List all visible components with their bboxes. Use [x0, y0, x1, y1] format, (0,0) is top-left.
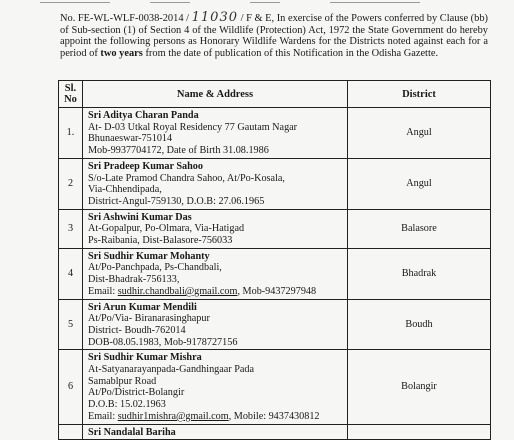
row-sl: 5	[59, 299, 83, 350]
person-name: Sri Arun Kumar Mendili	[88, 301, 197, 313]
email-link[interactable]: sudhir1mishra@gmail.com	[117, 410, 229, 422]
person-name: Sri Nandalal Bariha	[88, 426, 176, 438]
row-sl: 4	[59, 248, 83, 299]
address-line: D.O.B: 15.02.1963	[88, 399, 166, 411]
address-line: At-Gopalpur, Po-Olmara, Via-Hatigad	[88, 223, 245, 235]
row-name-address	[83, 209, 348, 248]
address-line: At- D-03 Utkal Royal Residency 77 Gautam Nagar	[88, 121, 298, 133]
mobile-text: , Mob-9437297948	[237, 285, 317, 297]
handwritten-number: 11030	[191, 10, 238, 25]
address-line: District-Angul-759130, D.O.B: 27.06.1965	[88, 195, 265, 207]
row-district: Bhadrak	[348, 248, 491, 299]
table-header-row	[59, 81, 491, 108]
address-line: Via-Chhendipada,	[88, 184, 162, 196]
address-line: S/o-Late Pramod Chandra Sahoo, At/Po-Kosala,	[88, 172, 285, 184]
notification-tail: from the date of publication of this Notification in the Odisha Gazette.	[145, 47, 439, 59]
email-line	[88, 286, 343, 298]
row-sl	[59, 424, 83, 440]
table-row	[59, 350, 491, 424]
row-name-address	[83, 299, 348, 350]
email-label: Email:	[88, 285, 118, 297]
address-line: Mob-9937704172, Date of Birth 31.08.1986	[88, 145, 269, 157]
person-name: Sri Ashwini Kumar Das	[88, 211, 192, 223]
row-district: Angul	[348, 108, 491, 159]
person-name: Sri Sudhir Kumar Mohanty	[88, 250, 210, 262]
wardens-table	[58, 80, 491, 440]
table-row	[59, 158, 491, 209]
row-district: Balasore	[348, 209, 491, 248]
row-sl: 6	[59, 350, 83, 424]
person-name: Sri Pradeep Kumar Sahoo	[88, 160, 203, 172]
email-line	[88, 411, 343, 423]
address-line: District- Boudh-762014	[88, 324, 186, 336]
address-line: Bhunaeswar-751014	[88, 133, 173, 145]
table-row	[59, 248, 491, 299]
header-sl-no: Sl. No	[59, 81, 83, 108]
address-line: At/Po-Panchpada, Ps-Chandbali,	[88, 262, 222, 274]
address-line: Ps-Raibania, Dist-Balasore-756033	[88, 235, 233, 247]
address-line: At-Satyanarayanpada-Gandhingaar Pada	[88, 364, 255, 376]
row-name-address	[83, 158, 348, 209]
table-row	[59, 209, 491, 248]
row-sl: 1.	[59, 108, 83, 159]
address-line: At/Po/Via- Biranarasinghapur	[88, 313, 210, 325]
row-district: Bolangir	[348, 350, 491, 424]
person-name: Sri Aditya Charan Panda	[88, 110, 199, 121]
notification-body: / F & E, In exercise of the Powers conferred by Clause (bb) of Sub-section (1) of Section 4 of the Wildlife (Protection) Act, 1972 the State Government do hereby appoint the following persons as Honorary Wildlife Wardens for the Districts noted against each for a period of	[60, 13, 488, 59]
row-district: Angul	[348, 158, 491, 209]
row-district: Boudh	[348, 299, 491, 350]
person-name: Sri Sudhir Kumar Mishra	[88, 352, 202, 364]
header-name-address: Name & Address	[83, 81, 348, 108]
table-row	[59, 108, 491, 159]
header-district: District	[348, 81, 491, 108]
address-line: At/Po/District-Bolangir	[88, 387, 185, 399]
table-row	[59, 299, 491, 350]
row-name-address	[83, 108, 348, 159]
address-line: Samablpur Road	[88, 375, 157, 387]
mobile-text: , Mobile: 9437430812	[228, 410, 320, 422]
row-sl: 3	[59, 209, 83, 248]
table-row	[59, 424, 491, 440]
address-line: DOB-08.05.1983, Mob-9178727156	[88, 336, 238, 348]
email-link[interactable]: sudhir.chandbali@gmail.com	[117, 285, 238, 297]
notification-number-prefix: No. FE-WL-WLF-0038-2014 /	[60, 13, 190, 24]
row-name-address	[83, 248, 348, 299]
row-sl: 2	[59, 158, 83, 209]
row-name-address	[83, 350, 348, 424]
notification-paragraph	[60, 12, 488, 59]
row-name-address	[83, 424, 348, 440]
email-label: Email:	[88, 410, 118, 422]
row-district	[348, 424, 491, 440]
top-rule	[0, 0, 514, 6]
notification-period: two years	[100, 47, 143, 59]
address-line: Dist-Bhadrak-756133,	[88, 274, 180, 286]
